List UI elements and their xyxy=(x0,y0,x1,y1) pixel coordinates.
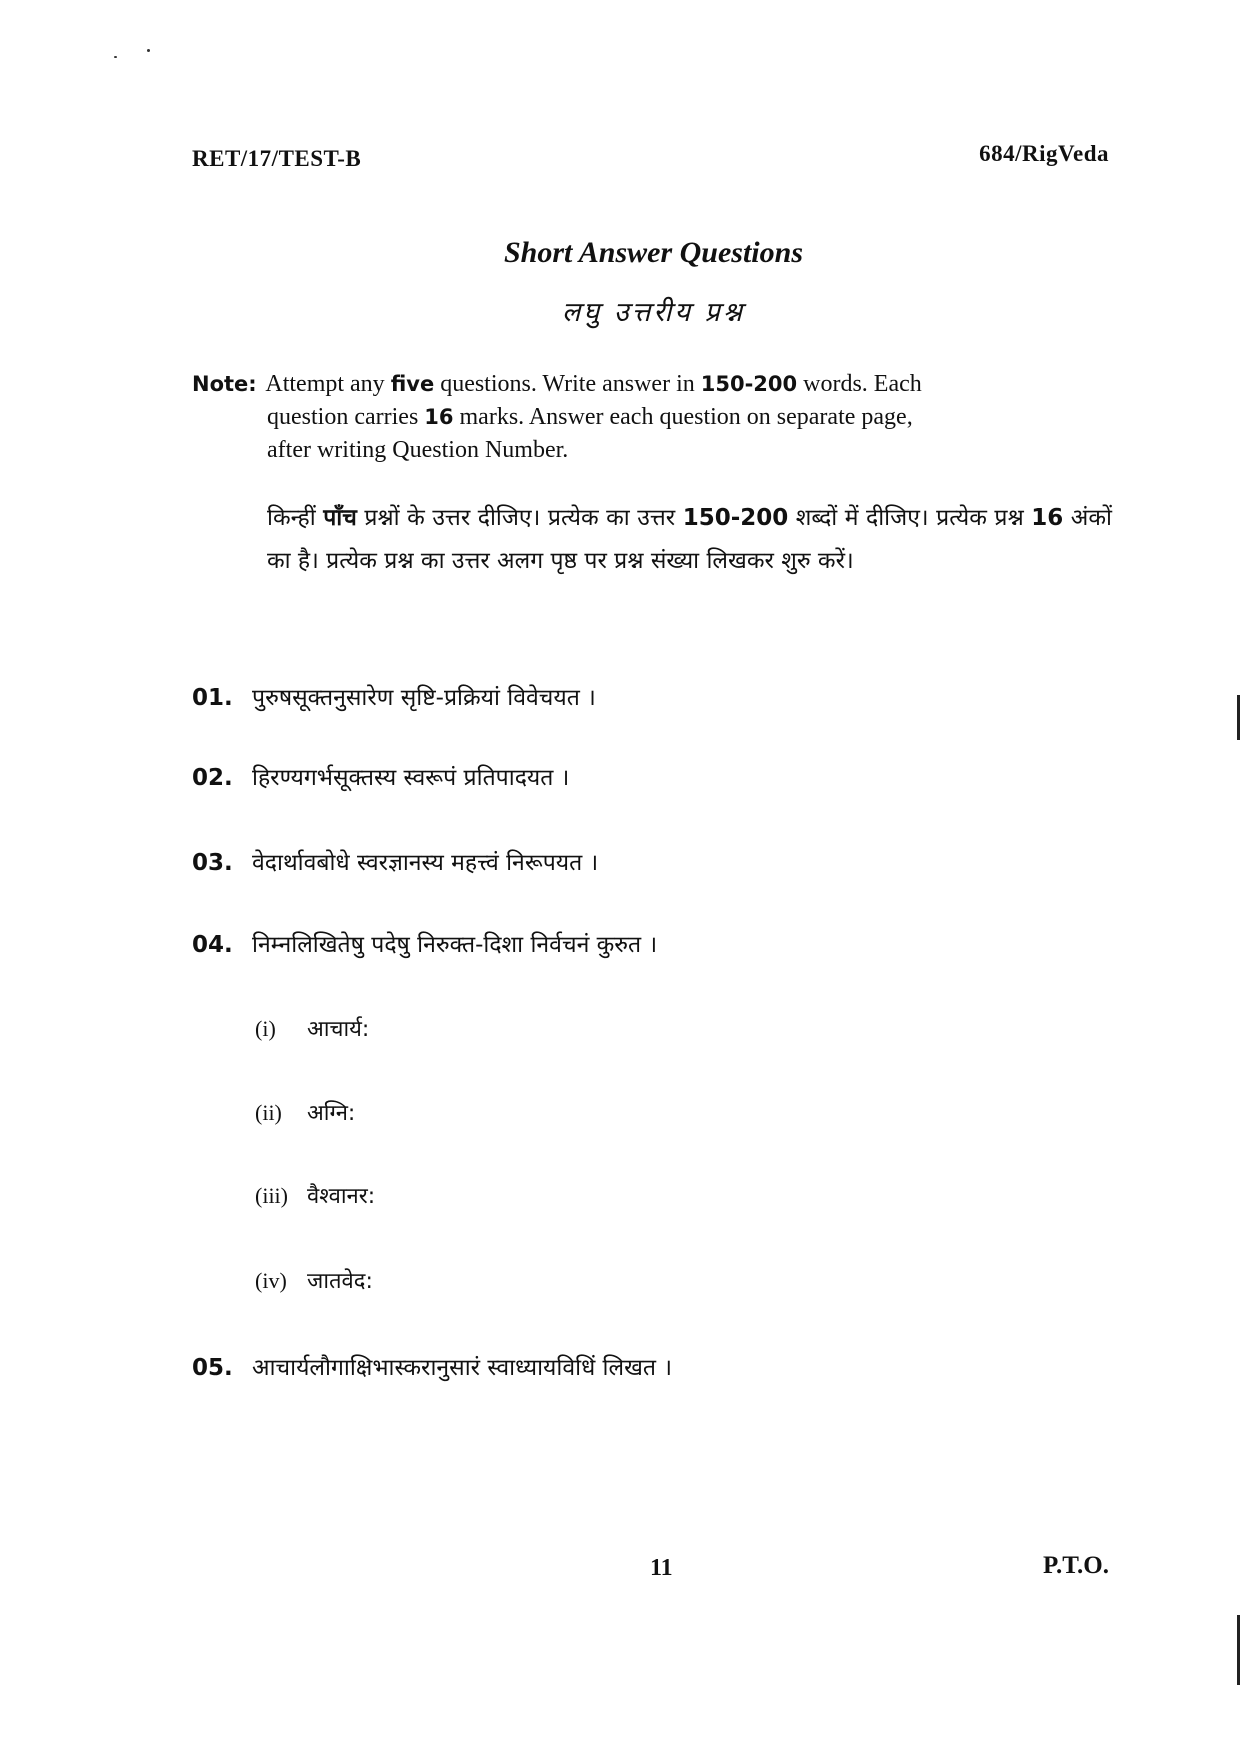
question-number: 02. xyxy=(192,765,233,791)
note-text: question carries xyxy=(267,404,425,430)
note-emphasis: 150-200 xyxy=(700,372,798,396)
question-number: 05. xyxy=(192,1355,233,1381)
subitem-roman: (ii) xyxy=(255,1100,282,1125)
note-line-2 xyxy=(192,401,1112,434)
subitem-2 xyxy=(255,1097,355,1127)
section-title: Short Answer Questions xyxy=(503,236,803,269)
note-text: questions. Write answer in xyxy=(434,371,701,397)
note-text: Attempt any xyxy=(265,371,391,397)
note-hindi-text: शब्दों में दीजिए। प्रत्येक प्रश्न xyxy=(788,505,1032,531)
note-label: Note: xyxy=(192,372,257,396)
question-text: निम्नलिखितेषु पदेषु निरुक्त-दिशा निर्वचनं कुरुत । xyxy=(252,932,658,958)
note-hindi-text: प्रश्नों के उत्तर दीजिए। प्रत्येक का उत्तर xyxy=(356,505,683,531)
subitem-roman: (iii) xyxy=(255,1183,288,1208)
question-number: 03. xyxy=(192,850,233,876)
note-text: words. Each xyxy=(797,371,922,397)
question-5 xyxy=(192,1350,672,1382)
note-line-3: after writing Question Number. xyxy=(267,437,569,463)
scan-speck xyxy=(114,56,117,58)
subitem-roman: (i) xyxy=(255,1016,276,1041)
subitem-text: वैश्वानर: xyxy=(307,1184,376,1209)
scan-speck xyxy=(147,49,150,52)
question-text: आचार्यलौगाक्षिभास्करानुसारं स्वाध्यायविधिं लिखत । xyxy=(252,1355,673,1381)
note-english xyxy=(192,368,1112,467)
note-emphasis: 16 xyxy=(424,405,454,429)
note-hindi-emphasis: पाँच xyxy=(323,505,357,531)
please-turn-over: P.T.O. xyxy=(1043,1552,1109,1579)
note-hindi-emphasis: 16 xyxy=(1031,505,1064,531)
question-3 xyxy=(192,845,598,877)
subitem-4 xyxy=(255,1265,373,1295)
paper-code: 684/RigVeda xyxy=(979,141,1109,166)
question-2 xyxy=(192,760,569,792)
question-4 xyxy=(192,927,657,959)
subitem-text: जातवेद: xyxy=(307,1269,373,1294)
question-text: हिरण्यगर्भसूक्तस्य स्वरूपं प्रतिपादयत । xyxy=(252,765,570,791)
question-number: 01. xyxy=(192,685,233,711)
section-title-hindi: लघु उत्तरीय प्रश्न xyxy=(561,297,746,328)
subitem-text: अग्नि: xyxy=(307,1101,356,1126)
note-text: marks. Answer each question on separate page, xyxy=(453,404,913,430)
question-text: पुरुषसूक्तनुसारेण सृष्टि-प्रक्रियां विवेचयत । xyxy=(252,685,596,711)
subitem-text: आचार्य: xyxy=(307,1017,370,1042)
note-emphasis: five xyxy=(390,372,435,396)
question-text: वेदार्थावबोधे स्वरज्ञानस्य महत्त्वं निरूपयत । xyxy=(252,850,599,876)
exam-code: RET/17/TEST-B xyxy=(192,146,362,171)
note-hindi-text: अंकों का है। प्रत्येक प्रश्न का उत्तर अलग पृष्ठ पर प्रश्न संख्या लिखकर शुरु करें। xyxy=(267,505,1112,574)
subitem-1 xyxy=(255,1013,369,1043)
note-line-1 xyxy=(265,371,921,397)
page-number: 11 xyxy=(650,1555,673,1581)
note-hindi xyxy=(267,497,1112,583)
question-number: 04. xyxy=(192,932,233,958)
question-1 xyxy=(192,680,596,712)
subitem-3 xyxy=(255,1180,375,1210)
note-hindi-emphasis: 150-200 xyxy=(682,505,789,531)
note-hindi-text: किन्हीं xyxy=(267,505,324,531)
subitem-roman: (iv) xyxy=(255,1268,287,1293)
